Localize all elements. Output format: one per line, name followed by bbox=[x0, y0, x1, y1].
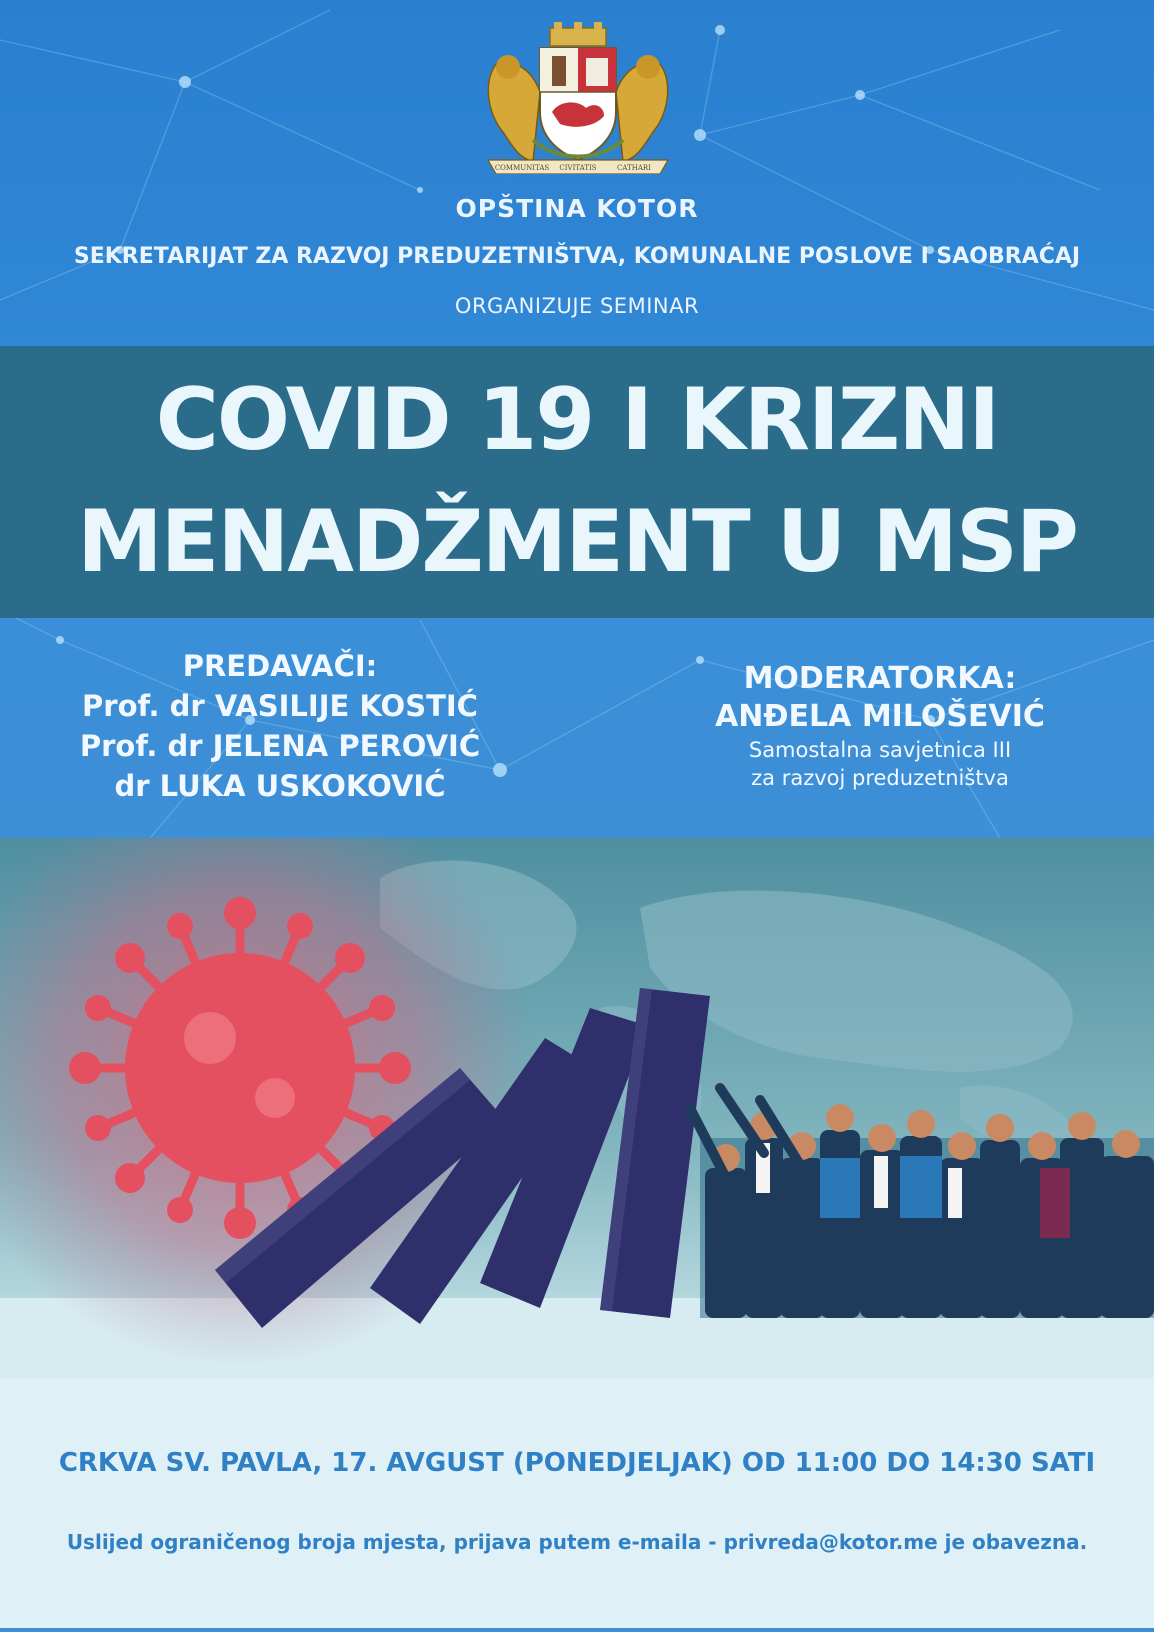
event-info-area bbox=[0, 1378, 1154, 1632]
people-crowd-icon bbox=[690, 1088, 1154, 1318]
moderator-heading: MODERATORKA: bbox=[743, 661, 1017, 696]
coat-of-arms-icon bbox=[478, 22, 678, 174]
lecturers-block bbox=[40, 646, 520, 806]
seminar-title-line-2: MENADŽMENT U MSP bbox=[77, 492, 1077, 592]
municipality-name: OPŠTINA KOTOR bbox=[455, 194, 699, 223]
department-name: SEKRETARIJAT ZA RAZVOJ PREDUZETNIŠTVA, KOMUNALNE POSLOVE I SAOBRAĆAJ bbox=[73, 244, 1081, 269]
moderator-name: ANĐELA MILOŠEVIĆ bbox=[715, 699, 1045, 734]
venue-and-time: CRKVA SV. PAVLA, 17. AVGUST (PONEDJELJAK) OD 11:00 DO 14:30 SATI bbox=[58, 1448, 1096, 1478]
crest-scroll-word: CIVITATIS bbox=[559, 164, 597, 172]
moderator-block bbox=[660, 660, 1100, 792]
crest-scroll-word: CATHARI bbox=[617, 164, 651, 172]
lecturers-heading: PREDAVAČI: bbox=[182, 649, 378, 683]
moderator-role: Samostalna savjetnica III bbox=[748, 738, 1012, 762]
lecturer-name: dr LUKA USKOKOVIĆ bbox=[114, 769, 446, 803]
organizes-seminar: ORGANIZUJE SEMINAR bbox=[454, 294, 700, 318]
crest-scroll-word: COMMUNITAS bbox=[494, 164, 550, 172]
moderator-role: za razvoj preduzetništva bbox=[751, 766, 1009, 790]
registration-note: Uslijed ograničenog broja mjesta, prijava putem e-maila - privreda@kotor.me je obavezna. bbox=[66, 1530, 1088, 1554]
seminar-title-line-1: COVID 19 I KRIZNI bbox=[155, 370, 999, 470]
covid-domino-illustration bbox=[0, 838, 1154, 1378]
lecturer-name: Prof. dr VASILIJE KOSTIĆ bbox=[82, 689, 478, 723]
bottom-divider bbox=[0, 1628, 1154, 1632]
lecturer-name: Prof. dr JELENA PEROVIĆ bbox=[79, 729, 481, 763]
